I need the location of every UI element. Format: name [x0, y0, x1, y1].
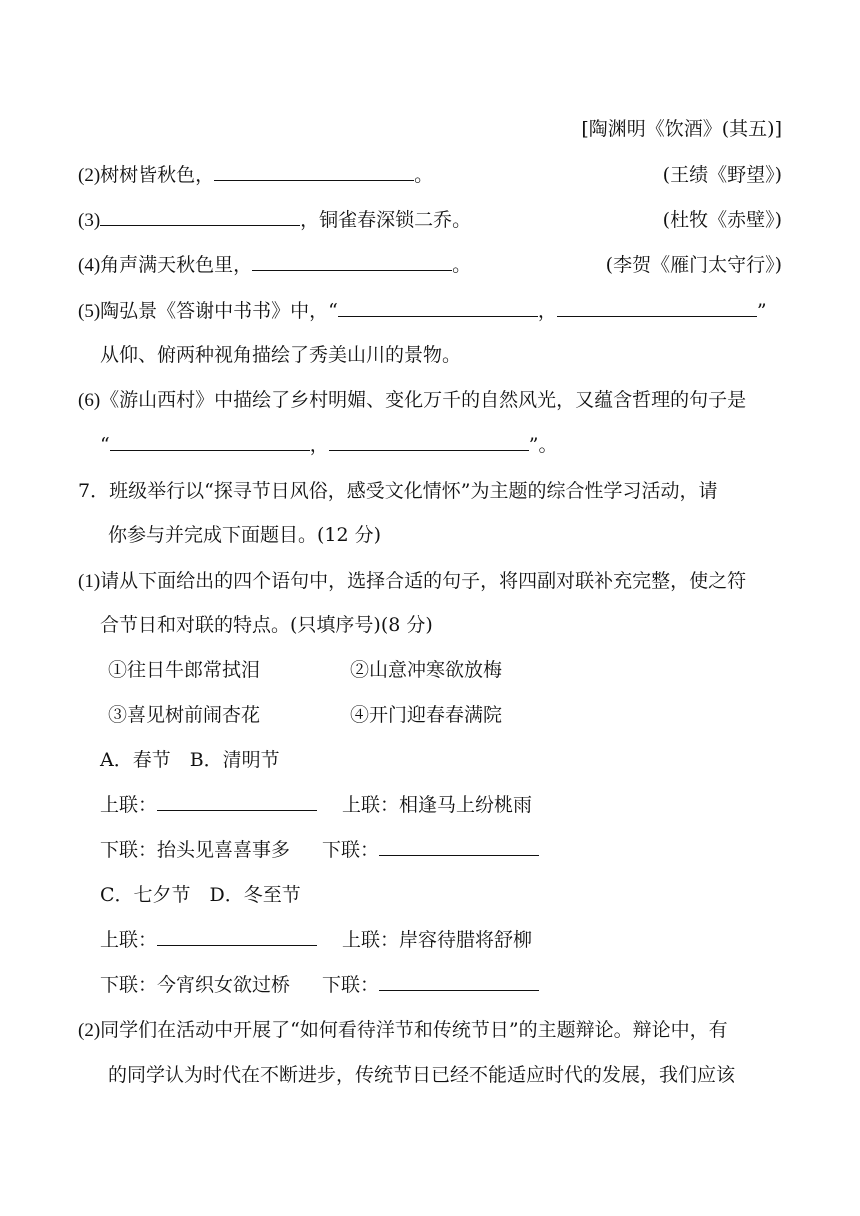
question-item-5-cont — [100, 342, 860, 368]
options-row-2 — [108, 702, 860, 728]
item-quote-end: ” — [756, 300, 767, 322]
group-2-label — [100, 882, 860, 908]
question-7-part-1 — [78, 568, 860, 595]
couplet-up-text: 上联：岸容待腊将舒柳 — [342, 929, 533, 951]
group-1-label — [100, 747, 860, 773]
couplet-up-text: 上联：相逢马上纷桃雨 — [342, 794, 533, 816]
item-number: (3) — [78, 210, 101, 231]
item-text-cont: 从仰、俯两种视角描绘了秀美山川的景物。 — [100, 344, 462, 366]
item-number: (1) — [78, 571, 101, 592]
question-7-title-line2: 你参与并完成下面题目。(12 分) — [108, 524, 382, 546]
answer-blank[interactable] — [379, 837, 539, 856]
poem-source: (李贺《雁门太守行》) — [605, 254, 782, 276]
answer-blank[interactable] — [157, 927, 317, 946]
item-number: (4) — [78, 255, 101, 276]
couplet-up-label: 上联： — [100, 794, 158, 816]
question-item-6 — [78, 387, 860, 414]
couplet-down-label — [322, 837, 539, 863]
poem-source: (杜牧《赤壁》) — [662, 209, 782, 231]
question-item-3 — [78, 207, 860, 234]
answer-blank[interactable] — [557, 298, 757, 317]
item-number: (2) — [78, 165, 101, 186]
item-number: (5) — [78, 301, 101, 322]
item-end: ”。 — [528, 434, 558, 456]
answer-blank[interactable] — [252, 252, 452, 271]
option-4: ④开门迎春春满院 — [350, 704, 503, 726]
answer-blank[interactable] — [100, 207, 300, 226]
couplet-down-label-text: 下联： — [322, 839, 380, 861]
item-end: 。 — [414, 164, 434, 186]
question-7-title — [78, 478, 860, 504]
couplet-row-1 — [100, 792, 860, 818]
festival-labels-ab: A．春节 B．清明节 — [100, 749, 280, 771]
poem-source-1: [陶渊明《饮酒》(其五)] — [581, 118, 782, 140]
option-3: ③喜见树前闹杏花 — [108, 704, 261, 726]
item-text: 陶弘景《答谢中书书》中，“ — [100, 300, 338, 322]
question-7-part-2 — [78, 1017, 860, 1044]
couplet-row-2 — [100, 837, 860, 863]
part-2-line2: 的同学认为时代在不断进步，传统节日已经不能适应时代的发展，我们应该 — [108, 1064, 736, 1086]
item-text: ，铜雀春深锁二乔。 — [300, 209, 472, 231]
options-row-1 — [108, 657, 860, 683]
question-7-title-line1: 7．班级举行以“探寻节日风俗，感受文化情怀”为主题的综合性学习活动，请 — [78, 480, 718, 502]
item-end: 。 — [452, 254, 472, 276]
answer-blank[interactable] — [110, 432, 310, 451]
part-1-line2: 合节日和对联的特点。(只填序号)(8 分) — [100, 614, 433, 636]
question-item-5 — [78, 298, 860, 325]
couplet-down-text: 下联：抬头见喜喜事多 — [100, 839, 291, 861]
question-item-2 — [78, 162, 860, 189]
question-item-4 — [78, 252, 860, 279]
item-number: (2) — [78, 1020, 101, 1041]
question-7-part-1-cont — [100, 612, 860, 638]
answer-blank[interactable] — [338, 298, 538, 317]
item-comma: ， — [537, 300, 557, 322]
couplet-down-label-text: 下联： — [322, 974, 380, 996]
item-text: 《游山西村》中描绘了乡村明媚、变化万千的自然风光，又蕴含哲理的句子是 — [100, 389, 747, 411]
question-item-6-cont — [100, 432, 860, 458]
couplet-up-label: 上联： — [100, 929, 158, 951]
item-text: 树树皆秋色， — [100, 164, 215, 186]
couplet-row-4 — [100, 972, 860, 998]
part-2-line1: 同学们在活动中开展了“如何看待洋节和传统节日”的主题辩论。辩论中，有 — [100, 1019, 728, 1041]
part-1-line1: 请从下面给出的四个语句中，选择合适的句子，将四副对联补充完整，使之符 — [100, 570, 747, 592]
answer-blank[interactable] — [379, 972, 539, 991]
festival-labels-cd: C．七夕节 D．冬至节 — [100, 884, 301, 906]
item-text: 角声满天秋色里， — [100, 254, 253, 276]
item-number: (6) — [78, 390, 101, 411]
option-2: ②山意冲寒欲放梅 — [350, 659, 503, 681]
option-1: ①往日牛郎常拭泪 — [108, 659, 261, 681]
item-comma: ， — [309, 434, 329, 456]
couplet-down-text: 下联：今宵织女欲过桥 — [100, 974, 291, 996]
question-7-part-2-cont — [108, 1062, 860, 1088]
question-7-title-cont — [108, 522, 860, 548]
item-open-quote: “ — [100, 434, 110, 456]
poem-source: (王绩《野望》) — [662, 164, 782, 186]
answer-blank[interactable] — [214, 162, 414, 181]
answer-blank[interactable] — [157, 792, 317, 811]
couplet-row-3 — [100, 927, 860, 953]
couplet-down-label — [322, 972, 539, 998]
answer-blank[interactable] — [329, 432, 529, 451]
